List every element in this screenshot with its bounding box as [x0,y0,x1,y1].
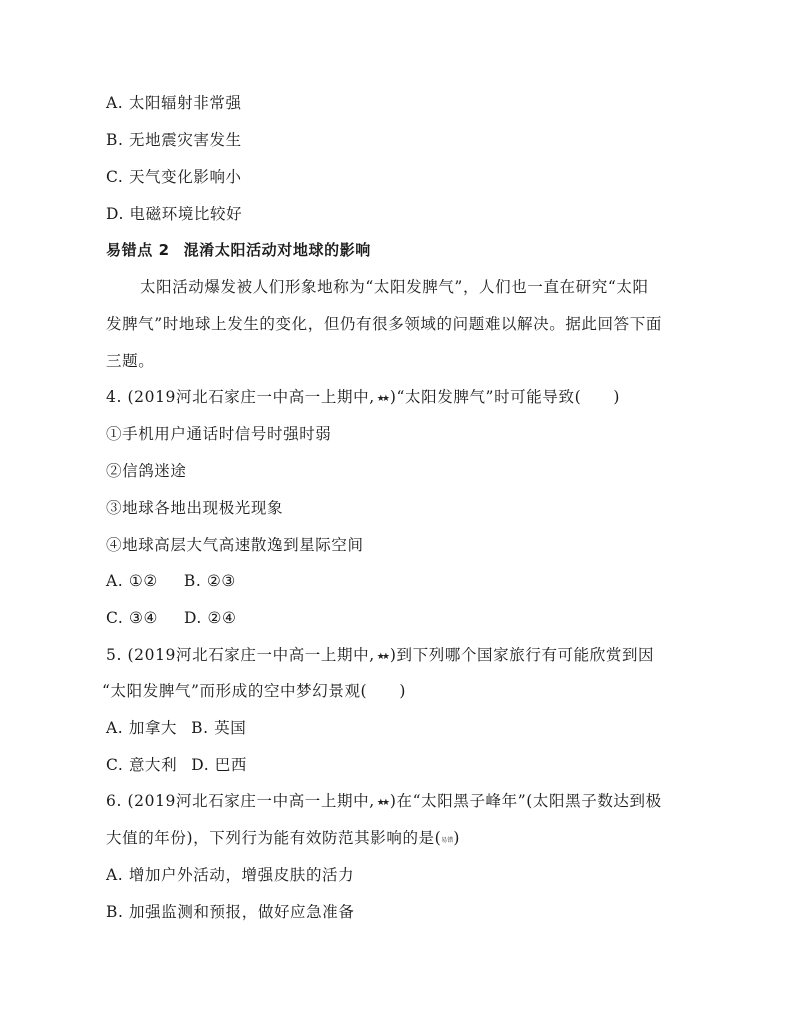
q3-option-d: D. 电磁环境比较好 [106,205,243,223]
passage-line-3: 三题。 [106,352,155,370]
q4-option-b: B. ②③ [183,572,236,590]
q6-stem-line-1 [106,791,662,813]
q4-item-1: ①手机用户通话时信号时强时弱 [106,425,332,443]
q6-stem-line-2 [106,828,460,851]
passage-line-1: 太阳活动爆发被人们形象地称为“太阳发脾气”，人们也一直在研究“太阳 [140,278,649,296]
q5-stem-text: )到下列哪个国家旅行有可能欣赏到因 [389,646,655,664]
q4-stem [106,387,620,409]
q3-option-b: B. 无地震灾害发生 [106,131,242,149]
q4-stem-text: )“太阳发脾气”时可能导致( ) [389,388,621,406]
q6-prefix: 6. (2019河北石家庄一中高一上期中, [106,792,375,810]
q5-prefix: 5. (2019河北石家庄一中高一上期中, [106,646,375,664]
q4-options-row-2 [106,608,236,628]
section-heading [106,240,371,260]
q4-option-d: D. ②④ [183,609,237,627]
q4-prefix: 4. (2019河北石家庄一中高一上期中, [106,388,375,406]
q6-option-a: A. 增加户外活动，增强皮肤的活力 [106,866,355,884]
passage-line-2: 发脾气”时地球上发生的变化，但仍有很多领域的问题难以解决。据此回答下面 [106,315,662,333]
q5-stem-line-1 [106,645,654,667]
q6-stem-text: )在“太阳黑子峰年”(太阳黑子数达到极 [389,792,662,810]
error-prone-hint-icon: 易错 [441,837,454,844]
q3-option-a: A. 太阳辐射非常强 [106,94,242,112]
q5-option-b: B. 英国 [191,719,247,737]
q5-options-row-1 [106,718,246,738]
q6-stem-close: ) [453,829,460,847]
q5-option-c: C. 意大利 [106,756,178,774]
q4-option-a: A. ①② [106,572,158,590]
difficulty-stars-icon: ★★ [376,394,387,404]
section-title: 混淆太阳活动对地球的影响 [183,241,371,259]
q5-options-row-2 [106,755,247,775]
q4-item-3: ③地球各地出现极光现象 [106,499,284,517]
q4-item-2: ②信鸽迷途 [106,462,187,480]
q4-item-4: ④地球高层大气高速散逸到星际空间 [106,536,364,554]
q5-option-d: D. 巴西 [191,756,247,774]
difficulty-stars-icon: ★★ [376,652,387,662]
q6-option-b: B. 加强监测和预报，做好应急准备 [106,903,355,921]
q6-stem-text-2: 大值的年份)，下列行为能有效防范其影响的是( [106,829,442,847]
difficulty-stars-icon: ★★ [376,798,387,808]
q4-options-row-1 [106,571,236,591]
q5-option-a: A. 加拿大 [106,719,178,737]
q5-stem-line-2: “太阳发脾气”而形成的空中梦幻景观( ) [102,682,407,700]
q3-option-c: C. 天气变化影响小 [106,168,242,186]
section-label: 易错点 2 [106,241,170,259]
q4-option-c: C. ③④ [106,609,158,627]
